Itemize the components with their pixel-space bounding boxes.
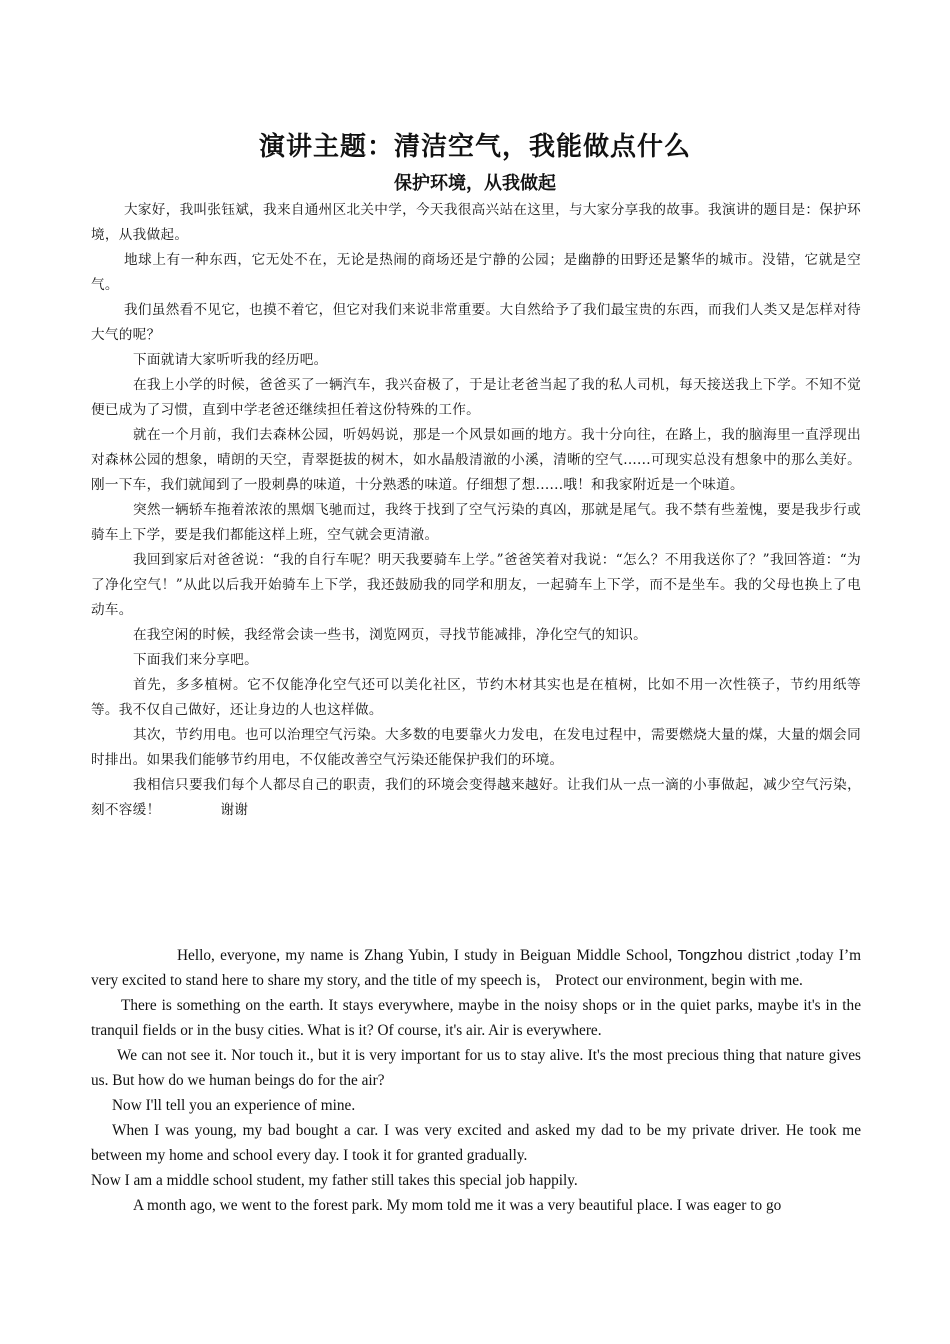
cn-paragraph: 大家好，我叫张钰斌，我来自通州区北关中学，今天我很高兴站在这里，与大家分享我的故事。我演讲的题目是：保护环境，从我做起。	[91, 202, 861, 243]
cn-paragraph: 下面就请大家听听我的经历吧。	[133, 352, 328, 368]
en-intro-district: Tongzhou	[677, 947, 743, 964]
cn-paragraph: 突然一辆轿车拖着浓浓的黑烟飞驰而过，我终于找到了空气污染的真凶，那就是尾气。我不禁有些羞愧，要是我步行或骑车上下学，要是我们都能这样上班，空气就会更清澈。	[91, 502, 861, 543]
chinese-speech-body	[91, 198, 861, 823]
cn-paragraph: 在我上小学的时候，爸爸买了一辆汽车，我兴奋极了，于是让老爸当起了我的私人司机，每天接送我上下学。不知不觉便已成为了习惯，直到中学老爸还继续担任着这份特殊的工作。	[91, 377, 861, 418]
en-paragraph: A month ago, we went to the forest park. My mom told me it was a very beautiful place. I was eager to go	[133, 1197, 782, 1214]
en-intro-text-c: district ,today I’m very excited to stand here to share my story, and the title of my speech is， Protect our environment, begin with me.	[91, 947, 861, 989]
en-paragraph: There is something on the earth. It stays everywhere, maybe in the noisy shops or in the quiet parks, maybe it's in the tranquil fields or in the busy cities. What is it? Of course, it's air. Air is everywhere.	[91, 997, 861, 1039]
cn-closing-text: 我相信只要我们每个人都尽自己的职责，我们的环境会变得越来越好。让我们从一点一滴的小事做起，减少空气污染，刻不容缓！	[91, 777, 861, 818]
cn-closing-paragraph	[91, 773, 861, 823]
en-paragraph: We can not see it. Nor touch it., but it is very important for us to stay alive. It's the most precious thing that nature gives us. But how do we human beings do for the air?	[91, 1047, 861, 1089]
en-intro-paragraph	[91, 943, 861, 993]
en-paragraph: Now I'll tell you an experience of mine.	[112, 1097, 356, 1114]
english-speech-body	[91, 943, 861, 1218]
cn-paragraph: 下面我们来分享吧。	[133, 652, 259, 668]
en-paragraph: When I was young, my bad bought a car. I was very excited and asked my dad to be my private driver. He took me between my home and school every day. I took it for granted gradually.	[91, 1122, 861, 1164]
cn-paragraph: 我回到家后对爸爸说：“我的自行车呢？明天我要骑车上学。”爸爸笑着对我说：“怎么？不用我送你了？”我回答道：“为了净化空气！”从此以后我开始骑车上下学，我还鼓励我的同学和朋友，一起骑车上下学，而不是坐车。我的父母也换上了电动车。	[91, 552, 861, 618]
speech-subtitle: 保护环境，从我做起	[394, 173, 556, 194]
cn-paragraph: 地球上有一种东西，它无处不在，无论是热闹的商场还是宁静的公园；是幽静的田野还是繁华的城市。没错，它就是空气。	[91, 252, 861, 293]
speech-title: 演讲主题：清洁空气，我能做点什么	[258, 132, 691, 162]
cn-paragraph: 我们虽然看不见它，也摸不着它，但它对我们来说非常重要。大自然给予了我们最宝贵的东西，而我们人类又是怎样对待大气的呢？	[91, 302, 861, 343]
en-intro-text-a: Hello, everyone, my name is Zhang Yubin, I study in Beiguan Middle School,	[177, 947, 678, 964]
cn-paragraph: 在我空闲的时候，我经常会读一些书，浏览网页，寻找节能减排，净化空气的知识。	[133, 627, 648, 643]
en-paragraph: Now I am a middle school student, my father still takes this special job happily.	[91, 1172, 578, 1189]
cn-paragraph: 就在一个月前，我们去森林公园，听妈妈说，那是一个风景如画的地方。我十分向往，在路上，我的脑海里一直浮现出对森林公园的想象，晴朗的天空，青翠挺拔的树木，如水晶般清澈的小溪，清晰的空气......可现实总没有想象中的那么美好。刚一下车，我们就闻到了一股刺鼻的味道，十分熟悉的味道。仔细想了想......哦！和我家附近是一个味道。	[91, 427, 861, 493]
cn-paragraph: 首先，多多植树。它不仅能净化空气还可以美化社区，节约木材其实也是在植树，比如不用一次性筷子，节约用纸等等。我不仅自己做好，还让身边的人也这样做。	[91, 677, 861, 718]
cn-paragraph: 其次，节约用电。也可以治理空气污染。大多数的电要靠火力发电，在发电过程中，需要燃烧大量的煤，大量的烟会同时排出。如果我们能够节约用电，不仅能改善空气污染还能保护我们的环境。	[91, 727, 861, 768]
cn-thanks: 谢谢	[220, 802, 249, 818]
